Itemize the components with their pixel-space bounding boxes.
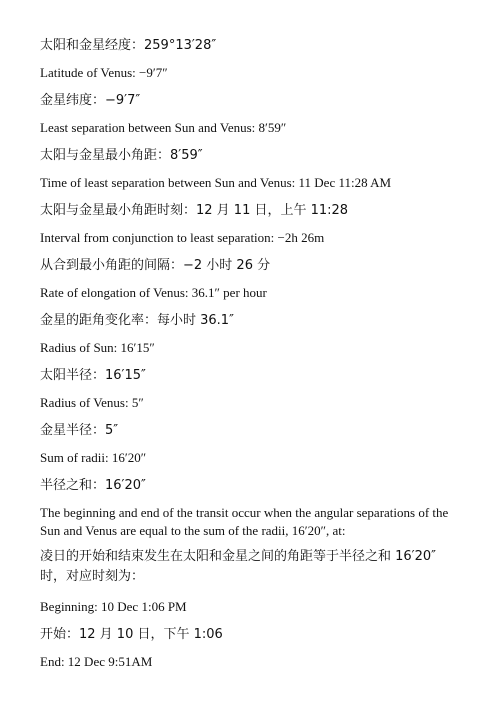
text-line-sum-of-radii-en: Sum of radii: 16′20″ [40,450,147,465]
text-line-sun-radius-zh: 太阳半径：16′15″ [40,368,146,383]
text-line-interval-zh: 从合到最小角距的间隔：−2 小时 26 分 [40,258,271,273]
text-line-least-separation-time-zh: 太阳与金星最小角距时刻：12 月 11 日，上午 11:28 [40,203,349,218]
text-line-least-separation-time-en: Time of least separation between Sun and Venus: 11 Dec 11:28 AM [40,175,392,190]
text-line-elongation-rate-en: Rate of elongation of Venus: 36.1″ per hour [40,285,267,300]
text-line-sun-radius-en: Radius of Sun: 16′15″ [40,340,155,355]
text-line-end-en: End: 12 Dec 9:51AM [40,654,153,669]
text-paragraph-transit-condition-en: The beginning and end of the transit occur when the angular separations of the Sun and Venus are equal to the sum of the radii, 16′20″, at: [40,505,449,538]
text-line-beginning-zh: 开始：12 月 10 日，下午 1:06 [40,627,223,642]
text-line-least-separation-zh: 太阳与金星最小角距：8′59″ [40,148,203,163]
text-line-venus-latitude-zh: 金星纬度：−9′7″ [40,93,141,108]
text-line-beginning-en: Beginning: 10 Dec 1:06 PM [40,599,187,614]
text-line-venus-radius-zh: 金星半径：5″ [40,423,119,438]
text-line-sum-of-radii-zh: 半径之和：16′20″ [40,478,146,493]
text-line-interval-en: Interval from conjunction to least separation: −2h 26m [40,230,325,245]
text-line-venus-latitude-en: Latitude of Venus: −9′7″ [40,65,168,80]
text-line-venus-radius-en: Radius of Venus: 5″ [40,395,144,410]
text-paragraph-transit-condition-zh: 凌日的开始和结束发生在太阳和金星之间的角距等于半径之和 16′20″ 时，对应时刻为： [40,549,437,584]
text-line-least-separation-en: Least separation between Sun and Venus: 8′59″ [40,120,287,135]
text-line-elongation-rate-zh: 金星的距角变化率：每小时 36.1″ [40,313,234,328]
text-line-sun-venus-longitude-zh: 太阳和金星经度：259°13′28″ [40,38,217,53]
